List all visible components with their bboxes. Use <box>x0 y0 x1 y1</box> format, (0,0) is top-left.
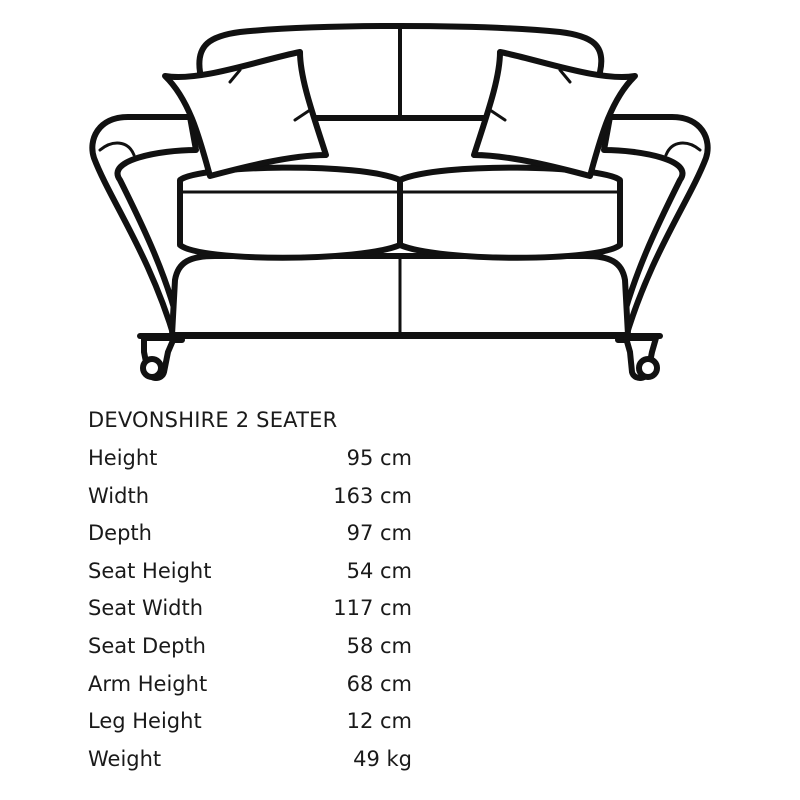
left-castor <box>143 359 161 377</box>
spec-label: Height <box>88 446 158 470</box>
spec-value: 97 cm <box>346 521 412 546</box>
spec-value: 49 kg <box>353 746 412 771</box>
spec-label: Arm Height <box>88 671 208 696</box>
spec-value: 68 cm <box>346 671 412 696</box>
left-seat-cushion <box>180 168 400 258</box>
spec-row-seat-depth <box>88 634 412 672</box>
spec-row-seat-height <box>88 559 412 597</box>
spec-label: Width <box>88 483 150 508</box>
spec-label: Seat Depth <box>88 633 206 658</box>
spec-label: Weight <box>88 746 162 771</box>
spec-value: 58 cm <box>346 633 412 658</box>
spec-value: 95 cm <box>346 446 412 470</box>
spec-label: Seat Width <box>88 596 204 621</box>
spec-row-seat-width <box>88 596 412 634</box>
spec-row-width <box>88 484 412 522</box>
spec-value: 12 cm <box>346 709 412 734</box>
spec-label: Seat Height <box>88 558 212 583</box>
right-seat-cushion <box>400 168 620 258</box>
product-title: DEVONSHIRE 2 SEATER <box>88 408 338 432</box>
spec-row-arm-height <box>88 672 412 710</box>
spec-table <box>88 446 412 784</box>
spec-value: 117 cm <box>333 596 412 621</box>
right-castor <box>639 359 657 377</box>
spec-label: Leg Height <box>88 709 202 734</box>
spec-row-height <box>88 446 412 484</box>
spec-row-depth <box>88 521 412 559</box>
spec-row-weight <box>88 747 412 785</box>
spec-value: 163 cm <box>333 483 412 508</box>
spec-value: 54 cm <box>346 558 412 583</box>
spec-label: Depth <box>88 521 152 546</box>
spec-row-leg-height <box>88 709 412 747</box>
